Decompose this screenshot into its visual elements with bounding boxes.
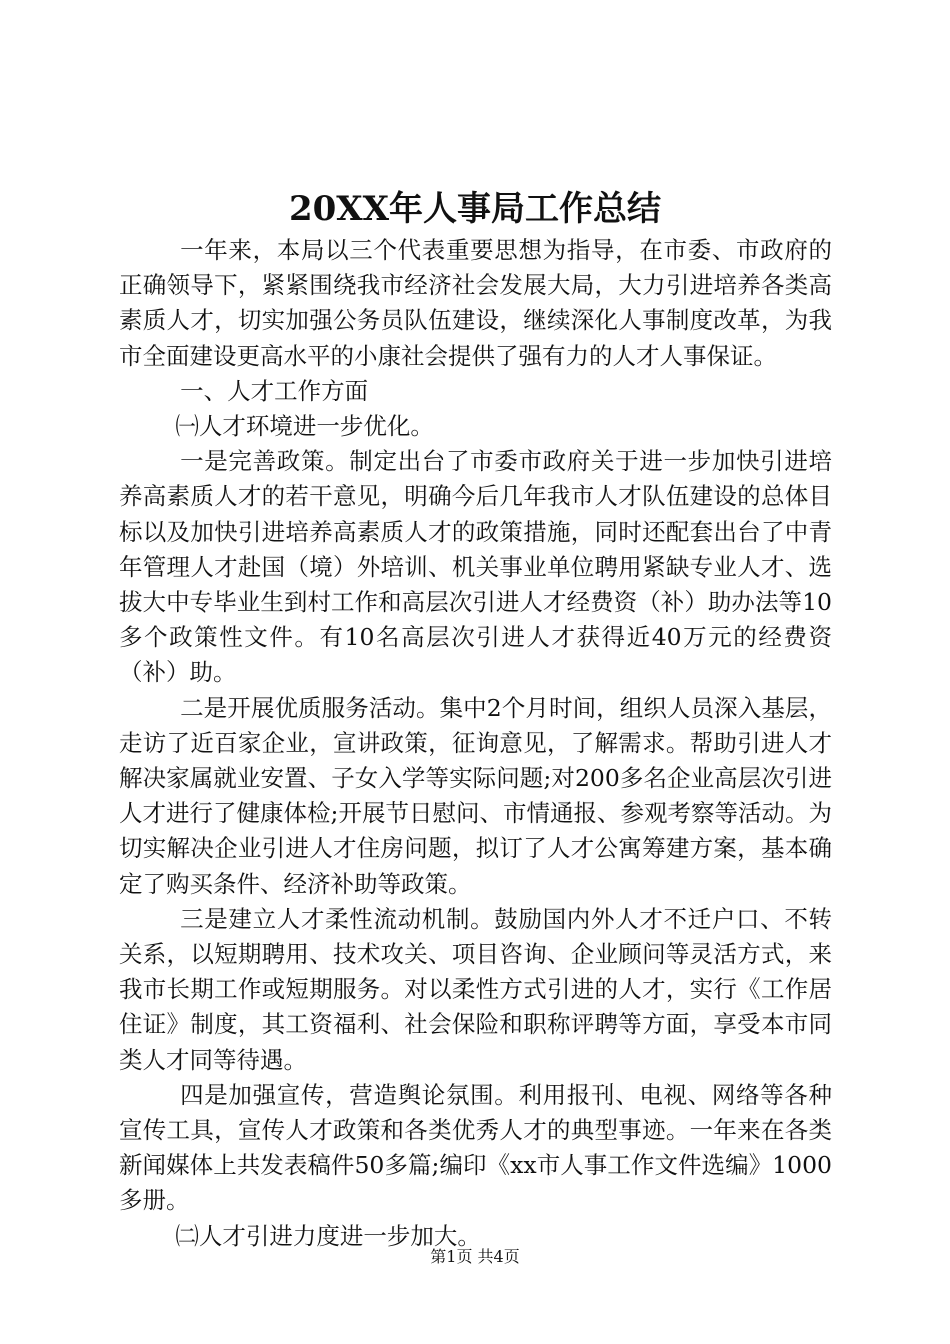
body-paragraph: 四是加强宣传，营造舆论氛围。利用报刊、电视、网络等各种宣传工具，宣传人才政策和各类优秀人才的典型事迹。一年来在各类新闻媒体上共发表稿件50多篇;编印《xx市人事工作文件选编》1000多册。 [119, 1080, 832, 1215]
subsection-heading: ㈡人才引进力度进一步加大。 [175, 1221, 481, 1250]
page-footer: 第1页 共4页 [430, 1247, 520, 1266]
body-paragraph: 二是开展优质服务活动。集中2个月时间，组织人员深入基层，走访了近百家企业，宣讲政策，征询意见，了解需求。帮助引进人才解决家属就业安置、子女入学等实际问题;对200多名企业高层次引进人才进行了健康体检;开展节日慰问、市情通报、参观考察等活动。为切实解决企业引进人才住房问题，拟订了人才公寓筹建方案，基本确定了购买条件、经济补助等政策。 [119, 693, 832, 898]
body-paragraph: 三是建立人才柔性流动机制。鼓励国内外人才不迁户口、不转关系，以短期聘用、技术攻关、项目咨询、企业顾问等灵活方式，来我市长期工作或短期服务。对以柔性方式引进的人才，实行《工作居住证》制度，其工资福利、社会保险和职称评聘等方面，享受本市同类人才同等待遇。 [119, 904, 832, 1074]
document-body [119, 233, 832, 1254]
subsection-heading: ㈠人才环境进一步优化。 [175, 412, 434, 441]
section-heading: 一、人才工作方面 [180, 376, 369, 405]
document-title: 20XX年人事局工作总结 [288, 189, 662, 229]
intro-paragraph: 一年来，本局以三个代表重要思想为指导，在市委、市政府的正确领导下，紧紧围绕我市经济社会发展大局，大力引进培养各类高素质人才，切实加强公务员队伍建设，继续深化人事制度改革，为我市全面建设更高水平的小康社会提供了强有力的人才人事保证。 [119, 236, 832, 370]
body-paragraph: 一是完善政策。制定出台了市委市政府关于进一步加快引进培养高素质人才的若干意见，明确今后几年我市人才队伍建设的总体目标以及加快引进培养高素质人才的政策措施，同时还配套出台了中青年管理人才赴国（境）外培训、机关事业单位聘用紧缺专业人才、选拔大中专毕业生到村工作和高层次引进人才经费资（补）助办法等10多个政策性文件。有10名高层次引进人才获得近40万元的经费资（补）助。 [119, 447, 832, 687]
